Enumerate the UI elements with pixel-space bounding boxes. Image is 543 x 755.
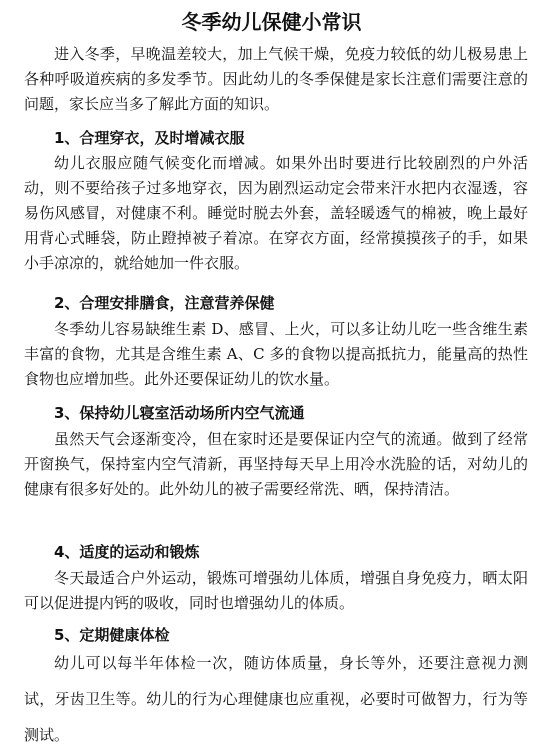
section-5-text: 幼儿可以每半年体检一次，随访体质量，身长等外，还要注意视力测试，牙齿卫生等。幼儿的行为心理健康也应重视，必要时可做智力，行为等测试。 xyxy=(24,654,528,744)
section-2-heading: 2、合理安排膳食，注意营养保健 xyxy=(54,294,275,312)
intro-paragraph: 进入冬季，早晚温差较大，加上气候干燥，免疫力较低的幼儿极易患上各种呼吸道疾病的多发季节。因此幼儿的冬季保健是家长注意们需要注意的问题，家长应当多了解此方面的知识。 xyxy=(24,45,528,113)
section-1-text: 幼儿衣服应随气候变化而增减。如果外出时要进行比较剧烈的户外活动，则不要给孩子过多地穿衣，因为剧烈运动定会带来汗水把内衣湿透，容易伤风感冒，对健康不利。睡觉时脱去外套，盖轻暖透气的棉被，晚上最好用背心式睡袋，防止蹬掉被子着凉。在穿衣方面，经常摸摸孩子的手，如果小手凉凉的，就给她加一件衣服。 xyxy=(24,154,528,272)
section-3-text: 虽然天气会逐渐变冷，但在家时还是要保证内空气的流通。做到了经常开窗换气，保持室内空气清新，再坚持每天早上用冷水洗脸的话，对幼儿的健康有很多好处的。此外幼儿的被子需要经常洗、晒，保持清洁。 xyxy=(24,430,528,498)
section-1-heading: 1、合理穿衣，及时增减衣服 xyxy=(54,129,245,147)
section-2-text: 冬季幼儿容易缺维生素 D、感冒、上火，可以多让幼儿吃一些含维生素丰富的食物，尤其是含维生素 A、C 多的食物以提高抵抗力，能量高的热性食物也应增加些。此外还要保证幼儿的饮水量。 xyxy=(24,320,528,388)
section-5-heading: 5、定期健康体检 xyxy=(54,626,170,644)
section-4-heading: 4、适度的运动和锻炼 xyxy=(54,543,200,561)
page-title: 冬季幼儿保健小常识 xyxy=(181,10,362,34)
section-4-text: 冬天最适合户外运动，锻炼可增强幼儿体质，增强自身免疫力，晒太阳可以促进提内钙的吸收，同时也增强幼儿的体质。 xyxy=(24,569,528,612)
section-3-heading: 3、保持幼儿寝室活动场所内空气流通 xyxy=(54,404,305,422)
